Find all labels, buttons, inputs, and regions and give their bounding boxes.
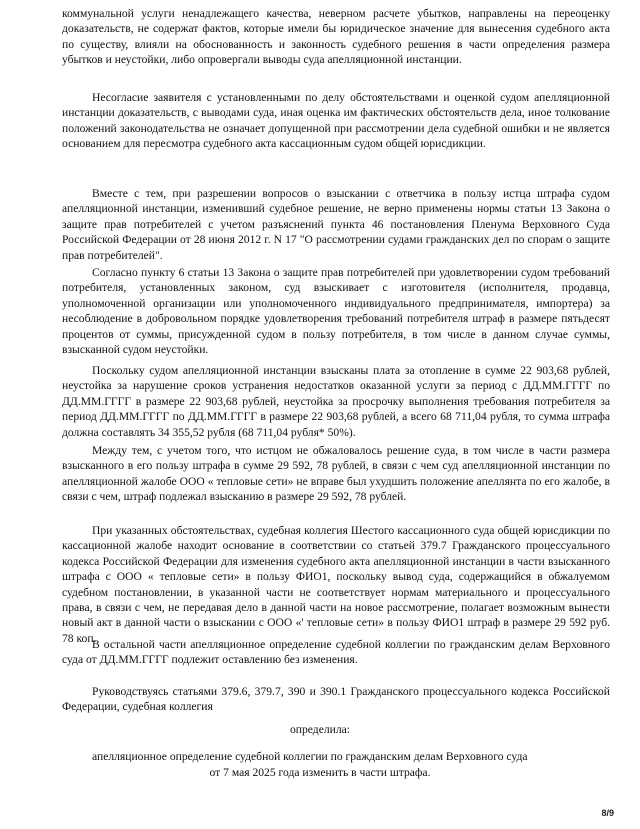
paragraph-5: Поскольку судом апелляционной инстанции взысканы плата за отопление в сумме 22 903,68 рублей, неустойка за нарушение сроков устранения недостатков оказанной услуги за период с ДД.ММ.ГГГГ по ДД.ММ.ГГГГ в размере 22 903,68 рублей, неустойка за просрочку выполнения требования потребителя за период ДД.ММ.ГГГГ по ДД.ММ.ГГГГ в размере 22 903,68 рублей, а всего 68 711,04 рубля, то сумма штрафа должна составлять 34 355,52 рубля (68 711,04 рубля* 50%). bbox=[62, 364, 610, 439]
page-number: 8/9 bbox=[601, 808, 614, 818]
final-line-2: от 7 мая 2025 года изменить в части штрафа. bbox=[209, 766, 431, 779]
paragraph-2: Несогласие заявителя с установленными по делу обстоятельствами и оценкой судом апелляционной инстанции доказательств, с выводами суда, иная оценка им фактических обстоятельств дела, иное толкование положений законодательства не означает допущенной при рассмотрении дела судебной ошибки и не является основанием для пересмотра судебного акта кассационным судом общей юрисдикции. bbox=[62, 91, 610, 151]
paragraph-3: Вместе с тем, при разрешении вопросов о взыскании с ответчика в пользу истца штрафа судом апелляционной инстанции, изменивший судебное решение, не верно применены нормы статьи 13 Закона о защите прав потребителей с учетом разъяснений пункта 46 постановления Пленума Верховного Суда Российской Федерации от 28 июня 2012 г. N 17 "О рассмотрении судами гражданских дел по спорам о защите прав потребителей". bbox=[62, 187, 610, 262]
paragraph-4: Согласно пункту 6 статьи 13 Закона о защите прав потребителей при удовлетворении судом требований потребителя, установленных законом, суд взыскивает с изготовителя (исполнителя, продавца, уполномоченной организации или уполномоченного индивидуального предпринимателя, импортера) за несоблюдение в добровольном порядке удовлетворения требований потребителя штраф в размере пятьдесят процентов от суммы, присужденной судом в пользу потребителя, в том числе в данном случае суммы, взысканной судом неустойки. bbox=[62, 266, 610, 357]
section-heading: определила: bbox=[290, 723, 350, 736]
paragraph-6: Между тем, с учетом того, что истцом не обжаловалось решение суда, в том числе в части размера взысканного в его пользу штрафа в сумме 29 592, 78 рублей, в связи с чем суд апелляционной инстанции по апелляционной жалобе ООО « тепловые сети» не вправе был ухудшить положение апеллянта по его жалобе, в связи с чем, штраф подлежал взысканию в размере 29 592, 78 рублей. bbox=[62, 444, 610, 504]
paragraph-7: При указанных обстоятельствах, судебная коллегия Шестого кассационного суда общей юрисдикции по кассационной жалобе находит основание в соответствии со статьей 379.7 Гражданского процессуального кодекса Российской Федерации для изменения судебного акта апелляционной инстанции в части взысканного штрафа с ООО « тепловые сети» в пользу ФИО1, поскольку вывод суда, содержащийся в обжалуемом судебном постановлении, в указанной части не соответствует нормам материального и процессуального права, в связи с чем, не передавая дело в данной части на новое рассмотрение, полагает возможным вынести новый акт в данной части о взыскании с ООО «' тепловые сети» в пользу ФИО1 штраф в размере 29 592 руб. 78 коп. bbox=[62, 524, 610, 645]
paragraph-9: Руководствуясь статьями 379.6, 379.7, 390 и 390.1 Гражданского процессуального кодекса Российской Федерации, судебная коллегия bbox=[62, 685, 610, 714]
final-line-1: апелляционное определение судебной коллегии по гражданским делам Верховного суда bbox=[92, 750, 528, 763]
paragraph-1: коммунальной услуги ненадлежащего качества, неверном расчете убытков, направлены на переоценку доказательств, не содержат фактов, которые имели бы юридическое значение для вынесения судебного акта по существу, влияли на обоснованность и законность судебного решения в части определения размера убытков и неустойки, либо опровергали выводы суда апелляционной инстанции. bbox=[62, 7, 610, 67]
paragraph-8: В остальной части апелляционное определение судебной коллегии по гражданским делам Верховного суда от ДД.ММ.ГГГГ подлежит оставлению без изменения. bbox=[62, 638, 610, 667]
